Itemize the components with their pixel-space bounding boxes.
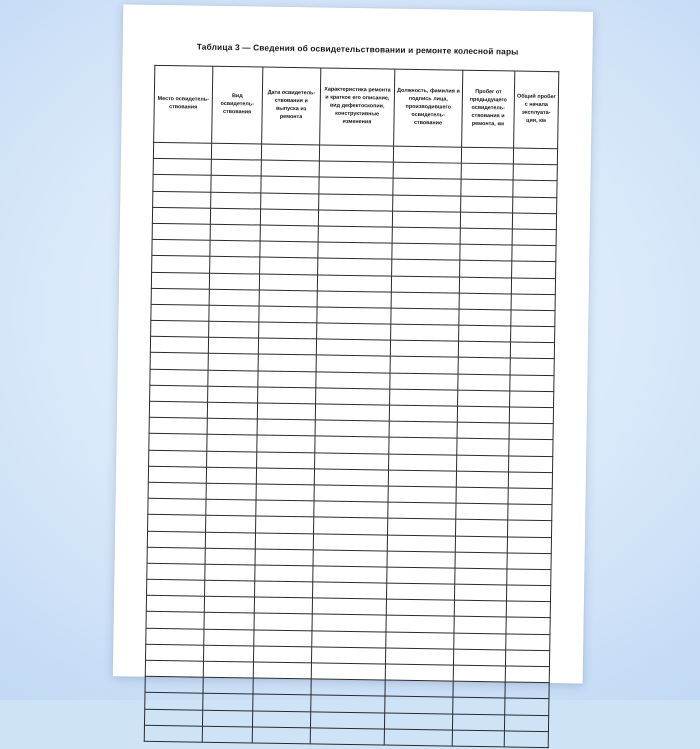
table-cell[interactable]	[389, 405, 457, 422]
table-cell[interactable]	[513, 197, 557, 214]
table-cell[interactable]	[458, 374, 510, 391]
table-cell[interactable]	[311, 695, 385, 712]
column-header-total-mileage	[514, 71, 559, 149]
table-cell[interactable]	[146, 644, 204, 661]
table-cell[interactable]	[253, 662, 311, 679]
table-cell[interactable]	[151, 304, 209, 321]
table-cell[interactable]	[211, 176, 261, 193]
table-cell[interactable]	[453, 665, 505, 682]
table-cell[interactable]	[209, 305, 259, 322]
table-cell[interactable]	[152, 239, 210, 256]
table-cell[interactable]	[310, 728, 384, 745]
table-cell[interactable]	[149, 434, 207, 451]
table-cell[interactable]	[314, 485, 388, 502]
table-cell[interactable]	[505, 698, 549, 715]
table-cell[interactable]	[390, 373, 458, 390]
table-cell[interactable]	[456, 487, 508, 504]
table-cell[interactable]	[312, 614, 386, 631]
table-cell[interactable]	[457, 455, 509, 472]
table-cell[interactable]	[259, 274, 317, 291]
table-cell[interactable]	[206, 516, 256, 533]
table-cell[interactable]	[205, 532, 255, 549]
table-cell[interactable]	[454, 584, 506, 601]
table-cell[interactable]	[456, 519, 508, 536]
table-cell[interactable]	[259, 306, 317, 323]
table-cell[interactable]	[207, 402, 257, 419]
table-cell[interactable]	[391, 308, 459, 325]
table-cell[interactable]	[461, 196, 513, 213]
table-cell[interactable]	[505, 666, 549, 683]
table-cell[interactable]	[315, 420, 389, 437]
table-cell[interactable]	[318, 242, 392, 259]
table-cell[interactable]	[257, 419, 315, 436]
table-cell[interactable]	[459, 277, 511, 294]
table-cell[interactable]	[393, 146, 461, 163]
table-cell[interactable]	[261, 144, 319, 161]
table-cell[interactable]	[390, 357, 458, 374]
column-header-inspection-place	[154, 65, 213, 143]
table-cell[interactable]	[319, 145, 393, 162]
table-cell[interactable]	[456, 503, 508, 520]
table-cell[interactable]	[512, 245, 556, 262]
table-cell[interactable]	[205, 548, 255, 565]
table-cell[interactable]	[506, 617, 550, 634]
column-header-line: Место освидетель-	[158, 96, 209, 103]
table-cell[interactable]	[202, 726, 252, 743]
table-cell[interactable]	[389, 437, 457, 454]
table-cell[interactable]	[211, 192, 261, 209]
table-cell[interactable]	[204, 629, 254, 646]
table-cell[interactable]	[461, 180, 513, 197]
table-cell[interactable]	[391, 292, 459, 309]
table-cell[interactable]	[208, 386, 258, 403]
table-cell[interactable]	[460, 260, 512, 277]
table-cell[interactable]	[145, 660, 203, 677]
table-cell[interactable]	[256, 484, 314, 501]
column-header-line: ции, км	[526, 118, 546, 124]
table-cell[interactable]	[257, 452, 315, 469]
table-cell[interactable]	[459, 293, 511, 310]
table-cell[interactable]	[385, 648, 453, 665]
table-cell[interactable]	[255, 581, 313, 598]
table-cell[interactable]	[317, 307, 391, 324]
table-cell[interactable]	[509, 439, 553, 456]
table-cell[interactable]	[385, 664, 453, 681]
table-cell[interactable]	[504, 731, 548, 748]
table-cell[interactable]	[460, 212, 512, 229]
table-cell[interactable]	[388, 470, 456, 487]
table-cell[interactable]	[147, 579, 205, 596]
table-cell[interactable]	[391, 324, 459, 341]
table-cell[interactable]	[314, 469, 388, 486]
table-cell[interactable]	[386, 632, 454, 649]
table-cell[interactable]	[510, 375, 554, 392]
table-cell[interactable]	[319, 194, 393, 211]
table-cell[interactable]	[392, 243, 460, 260]
table-cell[interactable]	[256, 500, 314, 517]
table-cell[interactable]	[253, 678, 311, 695]
table-cell[interactable]	[315, 436, 389, 453]
table-cell[interactable]	[387, 535, 455, 552]
table-cell[interactable]	[507, 553, 551, 570]
table-cell[interactable]	[150, 337, 208, 354]
table-cell[interactable]	[211, 159, 261, 176]
table-cell[interactable]	[504, 714, 548, 731]
table-cell[interactable]	[146, 628, 204, 645]
table-cell[interactable]	[151, 288, 209, 305]
table-cell[interactable]	[511, 277, 555, 294]
table-cell[interactable]	[259, 290, 317, 307]
table-cell[interactable]	[153, 191, 211, 208]
table-cell[interactable]	[459, 309, 511, 326]
table-cell[interactable]	[393, 162, 461, 179]
table-cell[interactable]	[453, 681, 505, 698]
table-cell[interactable]	[252, 727, 310, 744]
table-cell[interactable]	[313, 566, 387, 583]
table-cell[interactable]	[203, 645, 253, 662]
table-cell[interactable]	[390, 340, 458, 357]
table-cell[interactable]	[206, 499, 256, 516]
table-cell[interactable]	[511, 294, 555, 311]
table-cell[interactable]	[389, 421, 457, 438]
table-cell[interactable]	[317, 323, 391, 340]
table-cell[interactable]	[316, 355, 390, 372]
table-cell[interactable]	[253, 646, 311, 663]
table-cell[interactable]	[260, 209, 318, 226]
table-cell[interactable]	[393, 195, 461, 212]
table-cell[interactable]	[452, 714, 504, 731]
table-cell[interactable]	[459, 325, 511, 342]
table-cell[interactable]	[512, 229, 556, 246]
table-cell[interactable]	[208, 337, 258, 354]
column-header-line: ствование	[414, 120, 442, 126]
table-cell[interactable]	[393, 178, 461, 195]
column-header-inspection-type	[212, 66, 263, 144]
table-cell[interactable]	[260, 241, 318, 258]
table-cell[interactable]	[507, 520, 551, 537]
table-cell[interactable]	[506, 601, 550, 618]
column-header-line: Общий пробег с начала эксплуата-	[517, 94, 556, 116]
table-cell[interactable]	[457, 439, 509, 456]
table-cell[interactable]	[454, 600, 506, 617]
table-cell[interactable]	[150, 385, 208, 402]
table-header	[154, 65, 559, 148]
column-header-line: ствования	[223, 109, 251, 115]
table-cell[interactable]	[256, 516, 314, 533]
table-cell[interactable]	[311, 679, 385, 696]
table-cell[interactable]	[146, 612, 204, 629]
table-header-row	[154, 65, 559, 148]
table-cell[interactable]	[509, 407, 553, 424]
table-cell[interactable]	[261, 160, 319, 177]
table-cell[interactable]	[149, 417, 207, 434]
table-cell[interactable]	[144, 709, 202, 726]
table-cell[interactable]	[384, 713, 452, 730]
table-cell[interactable]	[386, 615, 454, 632]
table-cell[interactable]	[151, 272, 209, 289]
table-cell[interactable]	[203, 694, 253, 711]
table-cell[interactable]	[146, 596, 204, 613]
table-cell[interactable]	[261, 176, 319, 193]
table-cell[interactable]	[147, 547, 205, 564]
table-cell[interactable]	[392, 227, 460, 244]
table-cell[interactable]	[204, 596, 254, 613]
table-cell[interactable]	[209, 273, 259, 290]
table-cell[interactable]	[388, 518, 456, 535]
table-cell[interactable]	[210, 240, 260, 257]
table-cell[interactable]	[207, 451, 257, 468]
table-cell[interactable]	[151, 320, 209, 337]
table-cell[interactable]	[208, 354, 258, 371]
document-page-content	[113, 4, 593, 683]
table-cell[interactable]	[254, 597, 312, 614]
table-cell[interactable]	[148, 482, 206, 499]
table-cell[interactable]	[144, 725, 202, 742]
table-cell[interactable]	[149, 450, 207, 467]
table-cell[interactable]	[205, 564, 255, 581]
table-cell[interactable]	[388, 502, 456, 519]
table-cell[interactable]	[256, 468, 314, 485]
table-cell[interactable]	[454, 617, 506, 634]
table-cell[interactable]	[207, 418, 257, 435]
table-cell[interactable]	[312, 631, 386, 648]
table-cell[interactable]	[453, 649, 505, 666]
column-header-line: Характеристика ремонта и краткое его описание, вид дефектоскопии, конструктивные изменения	[324, 87, 390, 125]
table-cell[interactable]	[149, 401, 207, 418]
table-cell[interactable]	[258, 387, 316, 404]
table-cell[interactable]	[456, 471, 508, 488]
table-cell[interactable]	[255, 532, 313, 549]
table-cell[interactable]	[310, 711, 384, 728]
table-cell[interactable]	[147, 563, 205, 580]
table-cell[interactable]	[253, 694, 311, 711]
column-header-line: ствования и ремонта, км	[472, 113, 505, 127]
table-cell[interactable]	[314, 517, 388, 534]
table-cell[interactable]	[460, 228, 512, 245]
table-cell[interactable]	[211, 143, 261, 160]
table-cell[interactable]	[261, 193, 319, 210]
table-cell[interactable]	[313, 550, 387, 567]
table-cell[interactable]	[507, 569, 551, 586]
table-cell[interactable]	[388, 486, 456, 503]
table-cell[interactable]	[205, 580, 255, 597]
table-cell[interactable]	[513, 148, 557, 165]
table-cell[interactable]	[512, 261, 556, 278]
table-cell[interactable]	[505, 682, 549, 699]
table-cell[interactable]	[508, 488, 552, 505]
table-cell[interactable]	[153, 159, 211, 176]
table-cell[interactable]	[389, 454, 457, 471]
table-cell[interactable]	[318, 210, 392, 227]
column-header-line: Вид освидетель-	[221, 93, 254, 107]
column-header-inspection-date	[262, 67, 321, 145]
table-cell[interactable]	[258, 354, 316, 371]
table-cell[interactable]	[260, 225, 318, 242]
table-cell[interactable]	[508, 504, 552, 521]
table-cell[interactable]	[457, 422, 509, 439]
table-cell[interactable]	[318, 258, 392, 275]
table-cell[interactable]	[150, 353, 208, 370]
table-cell[interactable]	[513, 164, 557, 181]
table-cell[interactable]	[257, 403, 315, 420]
table-cell[interactable]	[509, 423, 553, 440]
table-cell[interactable]	[455, 568, 507, 585]
table-cell[interactable]	[252, 711, 310, 728]
table-cell[interactable]	[148, 498, 206, 515]
table-cell[interactable]	[317, 291, 391, 308]
table-cell[interactable]	[319, 177, 393, 194]
table-cell[interactable]	[460, 244, 512, 261]
table-cell[interactable]	[260, 257, 318, 274]
table-cell[interactable]	[202, 710, 252, 727]
column-header-line: ствования и выпуска из ремонта	[275, 98, 308, 120]
table-cell[interactable]	[313, 533, 387, 550]
column-header-responsible-person	[394, 69, 463, 147]
table-cell[interactable]	[512, 213, 556, 230]
table-cell[interactable]	[210, 208, 260, 225]
table-cell[interactable]	[319, 161, 393, 178]
table-cell[interactable]	[316, 339, 390, 356]
column-header-line: Дата освидетель-	[268, 90, 316, 97]
table-cell[interactable]	[509, 456, 553, 473]
table-cell[interactable]	[507, 536, 551, 553]
document-page	[113, 4, 593, 683]
table-cell[interactable]	[385, 696, 453, 713]
table-cell[interactable]	[316, 388, 390, 405]
table-cell[interactable]	[255, 565, 313, 582]
table-cell[interactable]	[387, 551, 455, 568]
table-cell[interactable]	[314, 501, 388, 518]
table-cell[interactable]	[461, 147, 513, 164]
table-cell[interactable]	[506, 634, 550, 651]
table-cell[interactable]	[455, 536, 507, 553]
table-cell[interactable]	[209, 289, 259, 306]
page-title: Таблица 3 — Сведения об освидетельствовании и ремонте колесной пары	[123, 40, 593, 57]
table-cell[interactable]	[148, 466, 206, 483]
table-cell[interactable]	[386, 583, 454, 600]
table-cell[interactable]	[392, 211, 460, 228]
table-cell[interactable]	[315, 404, 389, 421]
table-cell[interactable]	[258, 371, 316, 388]
table-cell[interactable]	[458, 341, 510, 358]
table-cell[interactable]	[313, 582, 387, 599]
table-cell[interactable]	[210, 257, 260, 274]
table-cell[interactable]	[153, 142, 211, 159]
table-cell[interactable]	[152, 223, 210, 240]
table-cell[interactable]	[316, 372, 390, 389]
table-cell[interactable]	[457, 406, 509, 423]
table-cell[interactable]	[208, 370, 258, 387]
table-cell[interactable]	[210, 224, 260, 241]
table-cell[interactable]	[458, 390, 510, 407]
table-cell[interactable]	[386, 599, 454, 616]
table-cell[interactable]	[453, 697, 505, 714]
table-cell[interactable]	[145, 676, 203, 693]
table-cell[interactable]	[203, 677, 253, 694]
table-cell[interactable]	[510, 358, 554, 375]
table-cell[interactable]	[505, 650, 549, 667]
table-cell[interactable]	[152, 207, 210, 224]
table-cell[interactable]	[318, 226, 392, 243]
table-cell[interactable]	[510, 391, 554, 408]
column-header-repair-description	[320, 68, 395, 146]
table-cell[interactable]	[254, 613, 312, 630]
table-cell[interactable]	[513, 180, 557, 197]
table-cell[interactable]	[209, 321, 259, 338]
table-cell[interactable]	[454, 633, 506, 650]
table-cell[interactable]	[254, 630, 312, 647]
table-cell[interactable]	[259, 322, 317, 339]
table-cell[interactable]	[203, 661, 253, 678]
table-cell[interactable]	[206, 483, 256, 500]
table-cell[interactable]	[461, 163, 513, 180]
table-cell[interactable]	[257, 435, 315, 452]
column-header-mileage-since-previous	[462, 70, 515, 148]
inspection-records-table	[144, 65, 560, 748]
table-cell[interactable]	[145, 693, 203, 710]
table-cell[interactable]	[312, 598, 386, 615]
table-cell[interactable]	[390, 389, 458, 406]
table-cell[interactable]	[458, 358, 510, 375]
table-cell[interactable]	[511, 310, 555, 327]
table-cell[interactable]	[452, 730, 504, 747]
table-cell[interactable]	[317, 274, 391, 291]
table-cell[interactable]	[148, 515, 206, 532]
table-cell[interactable]	[455, 552, 507, 569]
table-cell[interactable]	[150, 369, 208, 386]
table-cell[interactable]	[391, 276, 459, 293]
table-cell[interactable]	[153, 175, 211, 192]
table-cell[interactable]	[152, 256, 210, 273]
table-cell[interactable]	[147, 531, 205, 548]
table-cell[interactable]	[384, 729, 452, 746]
table-cell[interactable]	[385, 680, 453, 697]
table-cell[interactable]	[508, 472, 552, 489]
table-cell[interactable]	[311, 647, 385, 664]
column-header-line: ствования	[169, 104, 197, 110]
table-cell[interactable]	[315, 452, 389, 469]
table-cell[interactable]	[255, 549, 313, 566]
table-cell[interactable]	[207, 435, 257, 452]
table-cell[interactable]	[204, 613, 254, 630]
table-body	[144, 142, 557, 747]
table-cell[interactable]	[392, 259, 460, 276]
table-cell[interactable]	[206, 467, 256, 484]
table-cell[interactable]	[258, 338, 316, 355]
table-cell[interactable]	[311, 663, 385, 680]
column-header-line: Пробег от предыдущего освидетель-	[470, 89, 507, 111]
table-cell[interactable]	[387, 567, 455, 584]
column-header-line: Должность, фамилия и подпись лица, производившего освидетель-	[397, 88, 460, 118]
table-cell[interactable]	[511, 326, 555, 343]
table-cell[interactable]	[506, 585, 550, 602]
table-cell[interactable]	[510, 342, 554, 359]
